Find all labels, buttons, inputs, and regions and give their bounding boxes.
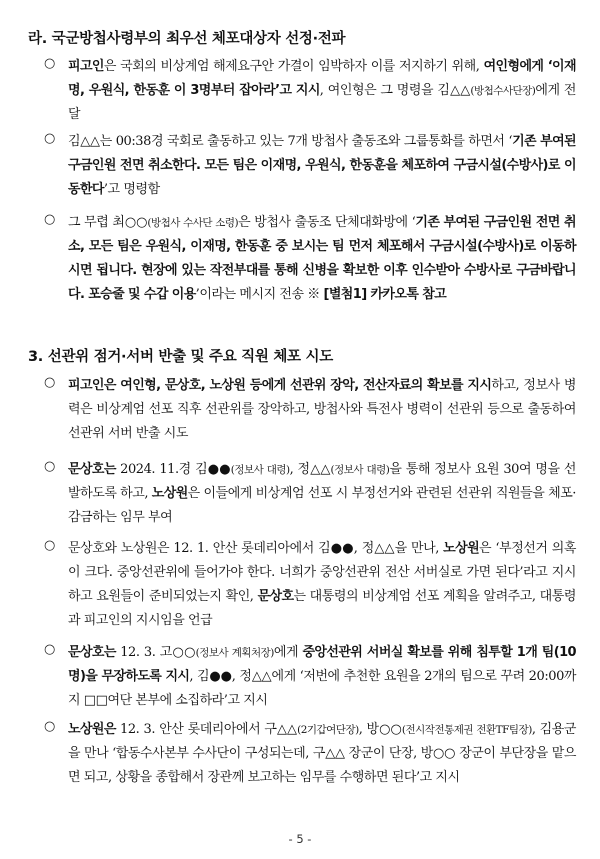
parenthetical-note: (정보사 계획처장) <box>195 647 274 659</box>
parenthetical-note: (전시작전통제권 전환TF팀장) <box>401 724 532 736</box>
parenthetical-note: (정보사 대령) <box>230 464 290 476</box>
text-run: 은 이들에게 비상계엄 선포 시 부정선거와 관련된 선관위 직원들을 체포·감금하는 임무 부여 <box>68 486 576 525</box>
bold-text: 노상원 <box>151 486 188 501</box>
text-run: 그 무렵 최○○ <box>68 215 148 230</box>
bullet-text <box>68 537 576 633</box>
bold-text: 문상호 <box>257 589 294 604</box>
text-run: 김△△는 00:38경 국회로 출동하고 있는 7개 방첩사 출동조와 그룹통화를 하면서 ‘ <box>68 134 513 149</box>
bold-text: 기존 부여된 구금인원 전면 취소, 모든 팀은 우원식, 이재명, 한동훈 중 보시는 팀 먼저 체포해서 구금시설(수방사)로 이동하시면 됩니다. 현장에 있는 작전부대를 통해 신병을 확보한 이후 인수받아 수방사로 구금바랍니다. 포승줄 및 수갑 이용 <box>68 215 576 302</box>
text-run: 을 통해 정보사 요원 30여 명을 선발하도록 하고, <box>68 462 576 501</box>
bullet-item <box>44 537 576 633</box>
bullet-text <box>68 374 576 446</box>
bullet-item <box>44 458 576 530</box>
text-run: ’고 명령함 <box>103 182 160 197</box>
bold-text: 문상호는 <box>68 645 116 660</box>
bold-text: 노상원 <box>443 541 480 556</box>
bold-text: 노상원은 <box>68 722 116 737</box>
text-run: , 김●●, 정△△에게 ‘저번에 추천한 요원을 2개의 팀으로 꾸려 20:00까지 □□여단 본부에 소집하라’고 지시 <box>68 669 576 708</box>
text-run: 에게 전달 <box>68 83 576 122</box>
text-run: , 여인형은 그 명령을 김△△ <box>319 83 471 98</box>
parenthetical-note: (방첩사 수사단 소령) <box>147 217 239 229</box>
circle-bullet-icon: ○ <box>44 459 56 474</box>
parenthetical-note: (방첩수사단장) <box>470 85 536 97</box>
text-run: , 김용군을 만나 ‘합동수사본부 수사단이 구성되는데, 구△△ 장군이 단장, 방○○ 장군이 부단장을 맡으면 되고, 상황을 종합해서 장관께 보고하는 임무를 수행하면 된다’고 지시 <box>68 722 576 785</box>
bold-text: 기존 부여된 구금인원 전면 취소한다. 모든 팀은 이재명, 우원식, 한동훈을 체포하여 구금시설(수방사)로 이동한다 <box>68 134 576 197</box>
bullet-item <box>44 641 576 713</box>
bullet-text <box>68 718 576 790</box>
bullet-text <box>68 211 576 307</box>
bullet-item <box>44 55 576 127</box>
bold-text: 피고인 <box>68 59 104 74</box>
circle-bullet-icon: ○ <box>44 56 56 71</box>
text-run: 에게 <box>273 645 303 660</box>
text-run: 하고, 정보사 병력은 비상계엄 선포 직후 선관위를 장악하고, 방첩사와 특전사 병력이 선관위 등으로 출동하여 선관위 서버 반출 시도 <box>68 378 576 441</box>
text-run: ’이라는 메시지 전송 ※ <box>195 287 324 302</box>
bullet-item <box>44 211 576 307</box>
text-run: , 정△△ <box>289 462 331 477</box>
circle-bullet-icon: ○ <box>44 375 56 390</box>
circle-bullet-icon: ○ <box>44 131 56 146</box>
circle-bullet-icon: ○ <box>44 538 56 553</box>
bullet-text <box>68 55 576 127</box>
bold-text: 피고인은 여인형, 문상호, 노상원 등에게 선관위 장악, 전산자료의 확보를 지시 <box>68 378 492 393</box>
bullet-item <box>44 718 576 790</box>
text-run: 은 ‘부정선거 의혹이 크다. 중앙선관위에 들어가야 한다. 너희가 중앙선관위 전산 서버실로 가면 된다’라고 지시하고 요원들이 준비되었는지 확인, <box>68 541 576 604</box>
bullet-text <box>68 458 576 530</box>
text-run: 2024. 11.경 김●● <box>115 462 231 477</box>
bullet-text <box>68 641 576 713</box>
text-run: , 방○○ <box>358 722 402 737</box>
bold-text: [별첨1] 카카오톡 참고 <box>323 287 447 302</box>
bullet-text <box>68 130 576 202</box>
text-run: 12. 3. 고○○ <box>115 645 196 660</box>
circle-bullet-icon: ○ <box>44 719 56 734</box>
circle-bullet-icon: ○ <box>44 212 56 227</box>
parenthetical-note: (정보사 대령) <box>330 464 390 476</box>
bullet-item <box>44 130 576 202</box>
text-run: 12. 3. 안산 롯데리아에서 구△△ <box>115 722 298 737</box>
bullet-item <box>44 374 576 446</box>
text-run: 문상호와 노상원은 12. 1. 안산 롯데리아에서 김●●, 정△△을 만나, <box>68 541 444 556</box>
circle-bullet-icon: ○ <box>44 642 56 657</box>
bold-text: 여인형에게 ‘이재명, 우원식, 한동훈 이 3명부터 잡아라’고 지시 <box>68 59 576 98</box>
parenthetical-note: (2기갑여단장) <box>297 724 359 736</box>
bold-text: 중앙선관위 서버실 확보를 위해 침투할 1개 팀(10명)을 무장하도록 지시 <box>68 645 576 684</box>
text-run: 는 대통령의 비상계엄 선포 계획을 알려주고, 대통령과 피고인의 지시임을 언급 <box>68 589 576 628</box>
text-run: 은 국회의 비상계엄 해제요구안 가결이 임박하자 이를 저지하기 위해, <box>103 59 484 74</box>
text-run: 은 방첩사 출동조 단체대화방에 ‘ <box>238 215 416 230</box>
section-heading-ra: 라. 국군방첩사령부의 최우선 체포대상자 선정·전파 <box>28 31 346 47</box>
page-number: - 5 - <box>288 832 312 846</box>
section-heading-3: 3. 선관위 점거·서버 반출 및 주요 직원 체포 시도 <box>28 349 333 365</box>
bold-text: 문상호는 <box>68 462 116 477</box>
